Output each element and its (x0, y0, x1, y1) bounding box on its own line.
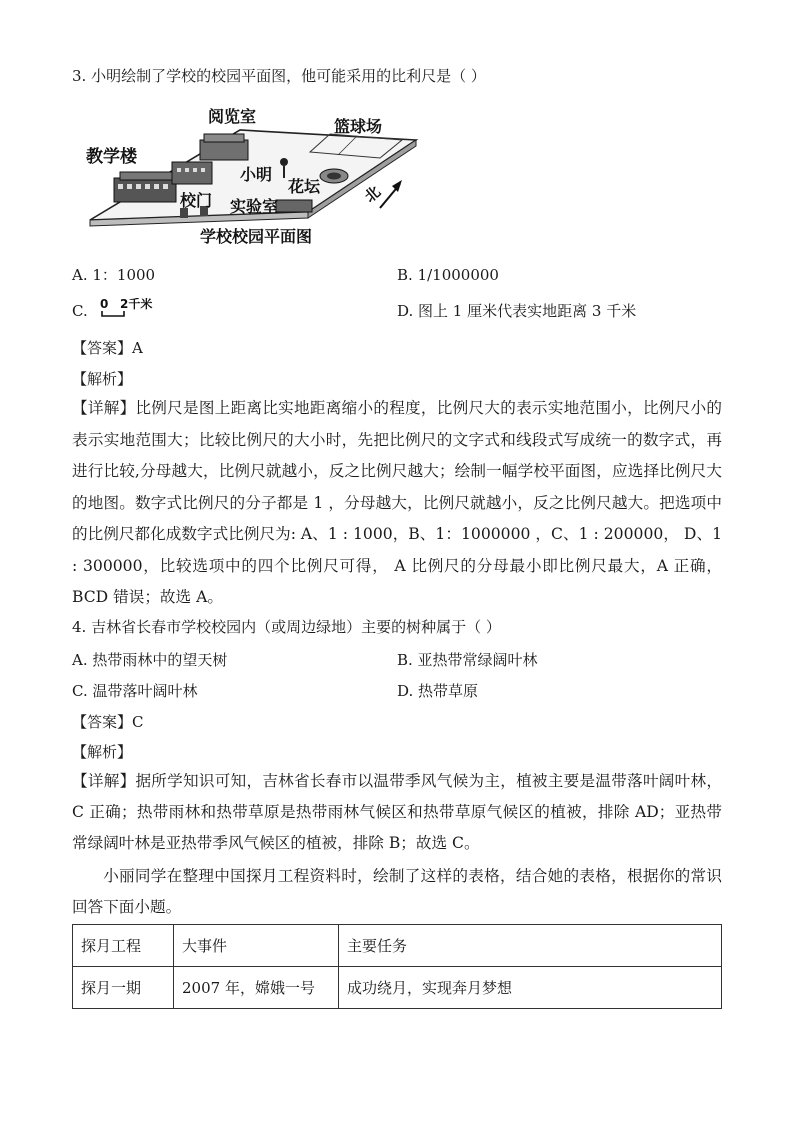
q3-detail: 【详解】比例尺是图上距离比实地距离缩小的程度，比例尺大的表示实地范围小，比例尺小的表示实地范围大；比较比例尺的大小时，先把比例尺的文字式和线段式写成统一的数字式，再进行比较,分母越大，比例尺就越小，反之比例尺越大；绘制一幅学校平面图，应选择比例尺大的地图。数字式比例尺的分子都是 1 ，分母越大，比例尺就越小，反之比例尺越大。把选项中的比例尺都化成数字式比例尺为: A、1 : 1000，B、1：1000000 ，C、1 : 200000， D、1 : 300000，比较选项中的四个比例尺可得， A 比例尺的分母最小即比例尺最大，A 正确，BCD 错误；故选 A。 (72, 399, 722, 606)
figure-caption: 学校校园平面图 (200, 227, 313, 246)
table-cell: 探月一期 (73, 967, 174, 1009)
scale-value-label: 2千米 (120, 298, 153, 311)
q4-option-a: A. 热带雨林中的望天树 (72, 651, 228, 669)
table-cell: 2007 年，嫦娥一号 (174, 967, 339, 1009)
q3-analysis-label: 【解析】 (72, 370, 133, 388)
table-header-cell: 主要任务 (339, 925, 722, 967)
q3-stem: 3. 小明绘制了学校的校园平面图，他可能采用的比利尺是（ ） (72, 67, 486, 85)
line-scale-graphic (100, 298, 160, 320)
figure-label-north: 北 (360, 182, 385, 206)
q4-detail: 【详解】据所学知识可知，吉林省长春市以温带季风气候为主，植被主要是温带落叶阔叶林，C 正确；热带雨林和热带草原是热带雨林气候区和热带草原气候区的植被，排除 AD；亚热带常绿阔叶林是亚热带季风气候区的植被，排除 B；故选 C。 (72, 772, 722, 852)
q4-option-b: B. 亚热带常绿阔叶林 (397, 651, 538, 669)
q3-option-b: B. 1/1000000 (397, 266, 499, 284)
figure-label-lab: 实验室 (230, 197, 279, 216)
figure-label-basketball: 篮球场 (334, 117, 383, 136)
figure-label-reading-room: 阅览室 (208, 107, 257, 126)
lunar-program-table (72, 924, 722, 1009)
table-header-cell: 大事件 (174, 925, 339, 967)
q4-stem: 4. 吉林省长春市学校校园内（或周边绿地）主要的树种属于（ ） (72, 618, 501, 636)
campus-plan-figure (80, 100, 422, 250)
table-header-cell: 探月工程 (73, 925, 174, 967)
q3-option-c-scale-bar (100, 298, 160, 320)
figure-label-flower-bed: 花坛 (288, 177, 321, 196)
table-header-row (73, 925, 722, 967)
figure-label-teaching-building: 教学楼 (86, 147, 137, 167)
q4-analysis-label: 【解析】 (72, 743, 133, 761)
figure-label-xiaoming: 小明 (240, 165, 273, 184)
scale-zero-label: 0 (100, 298, 109, 311)
lunar-intro: 小丽同学在整理中国探月工程资料时，绘制了这样的表格，结合她的表格，根据你的常识回答下面小题。 (72, 867, 722, 916)
table-cell: 成功绕月，实现奔月梦想 (339, 967, 722, 1009)
q3-option-d: D. 图上 1 厘米代表实地距离 3 千米 (397, 302, 637, 320)
q3-option-c-prefix: C. (72, 302, 88, 320)
q3-option-a: A. 1：1000 (72, 266, 156, 284)
q4-option-d: D. 热带草原 (397, 682, 479, 700)
campus-plan-drawing (80, 100, 422, 250)
table-row (73, 967, 722, 1009)
figure-label-school-gate: 校门 (180, 191, 213, 210)
q4-answer: 【答案】C (72, 713, 144, 731)
q3-answer: 【答案】A (72, 339, 143, 357)
q4-option-c: C. 温带落叶阔叶林 (72, 682, 198, 700)
